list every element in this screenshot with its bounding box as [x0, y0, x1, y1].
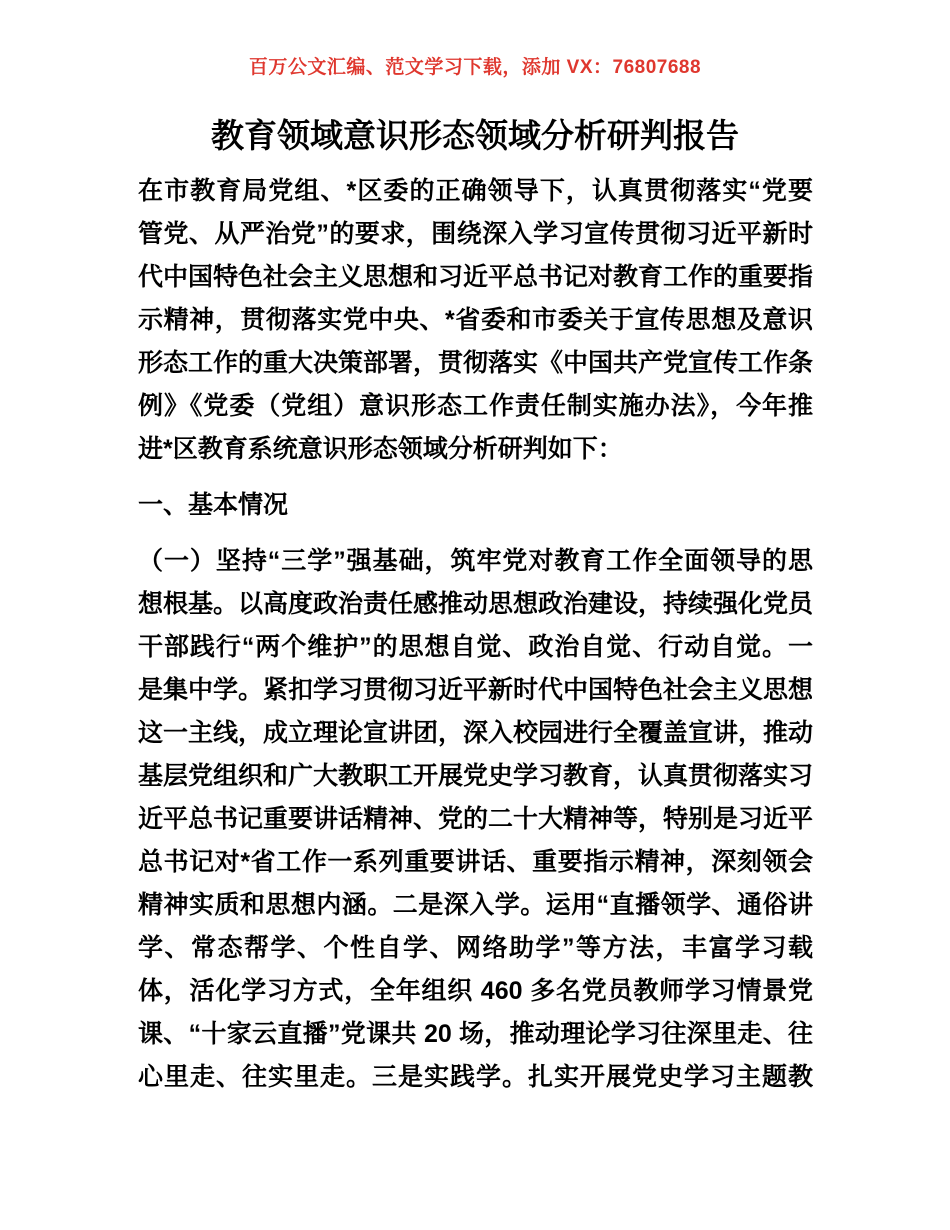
- paragraph: [138, 540, 813, 1099]
- text-line: 例》《党委（党组）意识形态工作责任制实施办法》，今年推: [138, 392, 813, 420]
- text-line: 管党、从严治党”的要求，围绕深入学习宣传贯彻习近平新时: [138, 220, 813, 248]
- text-line: 近平总书记重要讲话精神、党的二十大精神等，特别是习近平: [138, 805, 814, 833]
- promo-banner-text: 百万公文汇编、范文学习下载，添加 VX：76807688: [248, 57, 702, 78]
- section-heading: [138, 484, 813, 527]
- document-body: [138, 170, 813, 1099]
- text-line: 课、“十家云直播”党课共 20 场，推动理论学习往深里走、往: [138, 1020, 813, 1048]
- text-line: 形态工作的重大决策部署，贯彻落实《中国共产党宣传工作条: [138, 349, 814, 377]
- text-line: 精神实质和思想内涵。二是深入学。运用“直播领学、通俗讲: [138, 891, 813, 919]
- document-title: 教育领域意识形态领域分析研判报告: [211, 117, 739, 154]
- text-line: 体，活化学习方式，全年组织 460 多名党员教师学习情景党: [138, 977, 813, 1005]
- text-line: 基层党组织和广大教职工开展党史学习教育，认真贯彻落实习: [138, 762, 814, 790]
- text-line: （一）坚持“三学”强基础，筑牢党对教育工作全面领导的思: [138, 547, 813, 575]
- paragraph: [138, 170, 813, 471]
- text-line: 想根基。以高度政治责任感推动思想政治建设，持续强化党员: [138, 590, 814, 618]
- text-line: 干部践行“两个维护”的思想自觉、政治自觉、行动自觉。一: [138, 633, 813, 661]
- text-line: 示精神，贯彻落实党中央、*省委和市委关于宣传思想及意识: [138, 306, 813, 334]
- text-line: 代中国特色社会主义思想和习近平总书记对教育工作的重要指: [138, 263, 814, 291]
- text-line: 一、基本情况: [138, 491, 289, 519]
- text-line: 是集中学。紧扣学习贯彻习近平新时代中国特色社会主义思想: [138, 676, 814, 704]
- text-line: 学、常态帮学、个性自学、网络助学”等方法，丰富学习载: [138, 934, 813, 962]
- text-line: 在市教育局党组、*区委的正确领导下，认真贯彻落实“党要: [138, 177, 813, 205]
- text-line: 这一主线，成立理论宣讲团，深入校园进行全覆盖宣讲，推动: [138, 719, 814, 747]
- text-line: 总书记对*省工作一系列重要讲话、重要指示精神，深刻领会: [138, 848, 813, 876]
- text-line: 进*区教育系统意识形态领域分析研判如下：: [138, 435, 623, 463]
- text-line: 心里走、往实里走。三是实践学。扎实开展党史学习主题教: [138, 1063, 813, 1091]
